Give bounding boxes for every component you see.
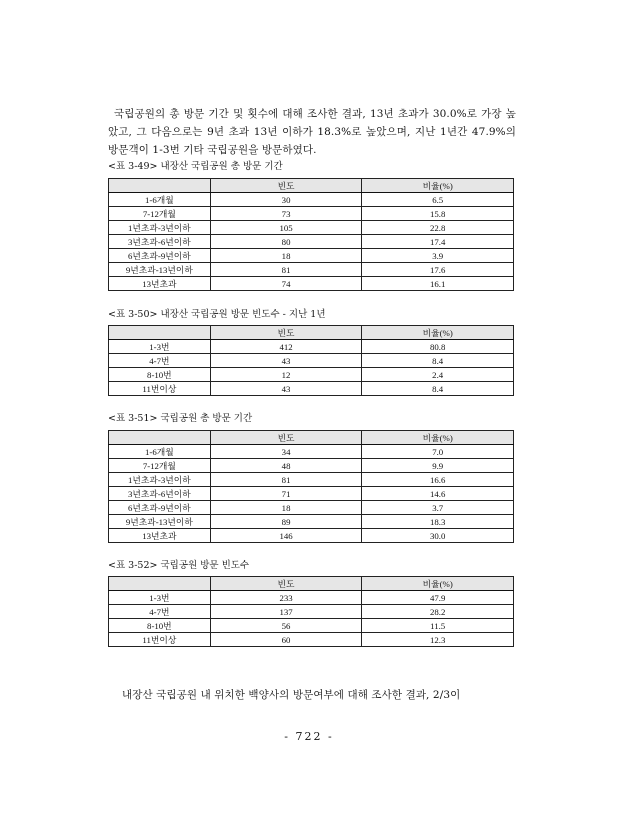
- table-3-49: [108, 178, 514, 291]
- table-row: [109, 249, 514, 263]
- table-3-50: [108, 325, 514, 396]
- row-label: 11번이상: [109, 382, 211, 396]
- row-label: 8-10번: [109, 619, 211, 633]
- table-header-row: [109, 326, 514, 340]
- table-3-52: [108, 576, 514, 647]
- table-row: [109, 459, 514, 473]
- row-label: 1-3번: [109, 591, 211, 605]
- frequency-cell: 71: [210, 487, 362, 501]
- table-caption-3-50: <표 3-50> 내장산 국립공원 방문 빈도수 - 지난 1년: [108, 309, 326, 320]
- ratio-cell: 28.2: [362, 605, 514, 619]
- body-paragraph-2: 내장산 국립공원 내 위치한 백양사의 방문여부에 대해 조사한 결과, 2/3이: [122, 688, 461, 701]
- table-row: [109, 263, 514, 277]
- ratio-cell: 7.0: [362, 445, 514, 459]
- row-label: 6년초과-9년이하: [109, 249, 211, 263]
- ratio-cell: 2.4: [362, 368, 514, 382]
- table-3-51: [108, 430, 514, 543]
- ratio-cell: 47.9: [362, 591, 514, 605]
- row-label: 11번이상: [109, 633, 211, 647]
- table-row: [109, 207, 514, 221]
- frequency-cell: 18: [210, 501, 362, 515]
- frequency-cell: 137: [210, 605, 362, 619]
- ratio-cell: 30.0: [362, 529, 514, 543]
- ratio-cell: 16.6: [362, 473, 514, 487]
- table-row: [109, 515, 514, 529]
- header-cell-empty: [109, 431, 211, 445]
- ratio-cell: 17.4: [362, 235, 514, 249]
- frequency-cell: 34: [210, 445, 362, 459]
- row-label: 1-6개월: [109, 445, 211, 459]
- frequency-cell: 74: [210, 277, 362, 291]
- frequency-cell: 146: [210, 529, 362, 543]
- frequency-cell: 12: [210, 368, 362, 382]
- frequency-cell: 30: [210, 193, 362, 207]
- frequency-cell: 43: [210, 354, 362, 368]
- table-row: [109, 235, 514, 249]
- table-row: [109, 354, 514, 368]
- header-cell-ratio: 비율(%): [362, 431, 514, 445]
- header-cell-frequency: 빈도: [210, 577, 362, 591]
- table-row: [109, 445, 514, 459]
- table-caption-3-49: <표 3-49> 내장산 국립공원 총 방문 기간: [108, 161, 283, 172]
- row-label: 7-12개월: [109, 207, 211, 221]
- header-cell-empty: [109, 179, 211, 193]
- ratio-cell: 17.6: [362, 263, 514, 277]
- row-label: 8-10번: [109, 368, 211, 382]
- row-label: 6년초과-9년이하: [109, 501, 211, 515]
- row-label: 4-7번: [109, 605, 211, 619]
- table-row: [109, 487, 514, 501]
- ratio-cell: 22.8: [362, 221, 514, 235]
- table-row: [109, 529, 514, 543]
- ratio-cell: 3.9: [362, 249, 514, 263]
- frequency-cell: 60: [210, 633, 362, 647]
- table-caption-3-51: <표 3-51> 국립공원 총 방문 기간: [108, 413, 253, 424]
- row-label: 3년초과-6년이하: [109, 235, 211, 249]
- frequency-cell: 18: [210, 249, 362, 263]
- table-row: [109, 221, 514, 235]
- table-row: [109, 473, 514, 487]
- ratio-cell: 16.1: [362, 277, 514, 291]
- header-cell-ratio: 비율(%): [362, 326, 514, 340]
- table-row: [109, 340, 514, 354]
- frequency-cell: 89: [210, 515, 362, 529]
- frequency-cell: 81: [210, 473, 362, 487]
- table-caption-3-52: <표 3-52> 국립공원 방문 빈도수: [108, 560, 250, 571]
- frequency-cell: 56: [210, 619, 362, 633]
- table-row: [109, 605, 514, 619]
- header-cell-frequency: 빈도: [210, 431, 362, 445]
- header-cell-frequency: 빈도: [210, 326, 362, 340]
- frequency-cell: 233: [210, 591, 362, 605]
- ratio-cell: 18.3: [362, 515, 514, 529]
- table-row: [109, 382, 514, 396]
- ratio-cell: 15.8: [362, 207, 514, 221]
- ratio-cell: 9.9: [362, 459, 514, 473]
- ratio-cell: 12.3: [362, 633, 514, 647]
- ratio-cell: 3.7: [362, 501, 514, 515]
- frequency-cell: 105: [210, 221, 362, 235]
- row-label: 4-7번: [109, 354, 211, 368]
- header-cell-empty: [109, 577, 211, 591]
- table-row: [109, 591, 514, 605]
- row-label: 13년초과: [109, 277, 211, 291]
- row-label: 3년초과-6년이하: [109, 487, 211, 501]
- frequency-cell: 43: [210, 382, 362, 396]
- row-label: 1-3번: [109, 340, 211, 354]
- frequency-cell: 48: [210, 459, 362, 473]
- ratio-cell: 8.4: [362, 354, 514, 368]
- table-header-row: [109, 431, 514, 445]
- table-row: [109, 277, 514, 291]
- ratio-cell: 6.5: [362, 193, 514, 207]
- table-header-row: [109, 577, 514, 591]
- ratio-cell: 11.5: [362, 619, 514, 633]
- header-cell-empty: [109, 326, 211, 340]
- ratio-cell: 8.4: [362, 382, 514, 396]
- row-label: 9년초과-13년이하: [109, 515, 211, 529]
- table-header-row: [109, 179, 514, 193]
- table-row: [109, 368, 514, 382]
- row-label: 1년초과-3년이하: [109, 221, 211, 235]
- header-cell-ratio: 비율(%): [362, 577, 514, 591]
- frequency-cell: 73: [210, 207, 362, 221]
- ratio-cell: 80.8: [362, 340, 514, 354]
- row-label: 7-12개월: [109, 459, 211, 473]
- row-label: 1년초과-3년이하: [109, 473, 211, 487]
- table-row: [109, 501, 514, 515]
- table-row: [109, 633, 514, 647]
- table-row: [109, 193, 514, 207]
- row-label: 1-6개월: [109, 193, 211, 207]
- frequency-cell: 81: [210, 263, 362, 277]
- frequency-cell: 80: [210, 235, 362, 249]
- ratio-cell: 14.6: [362, 487, 514, 501]
- table-row: [109, 619, 514, 633]
- header-cell-ratio: 비율(%): [362, 179, 514, 193]
- body-paragraph-1: 국립공원의 총 방문 기간 및 횟수에 대해 조사한 결과, 13년 초과가 30.0%로 가장 높았고, 그 다음으로는 9년 초과 13년 이하가 18.3%로 높았으며, 지난 1년간 47.9%의 방문객이 1-3번 기타 국립공원을 방문하였다.: [108, 107, 516, 156]
- page-number: - 722 -: [284, 730, 334, 743]
- frequency-cell: 412: [210, 340, 362, 354]
- row-label: 13년초과: [109, 529, 211, 543]
- row-label: 9년초과-13년이하: [109, 263, 211, 277]
- header-cell-frequency: 빈도: [210, 179, 362, 193]
